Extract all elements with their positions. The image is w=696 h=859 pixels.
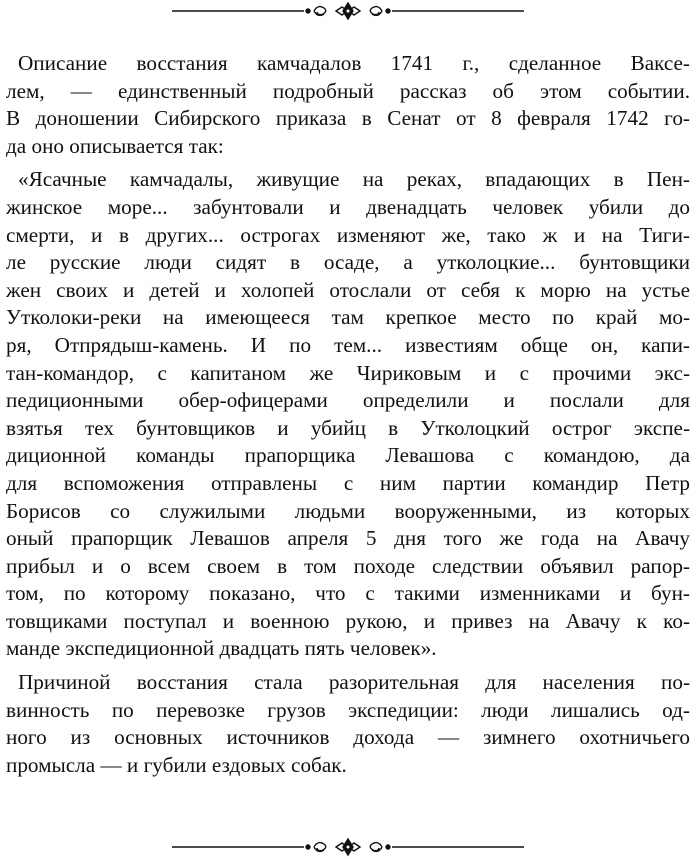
text-line: да оно описывается так: [6,133,224,158]
text-line: диционной команды прапорщика Левашова с командою, да [6,443,690,468]
text-line: манде экспедиционной двадцать пять человек». [6,636,437,661]
text-line: том, по которому показано, что с такими изменниками и бун- [6,581,690,606]
document-text [6,50,690,779]
text-line: лем, — единственный подробный рассказ об этом событии. [6,78,690,103]
text-line: ря, Отпрядыш-камень. И по тем... известиям обще он, капи- [6,332,690,357]
text-line: Утколоки-реки на имеющееся там крепкое место по край мо- [6,305,690,330]
floral-divider-icon [172,3,524,19]
floral-divider-icon [172,839,524,855]
text-line: В доношении Сибирского приказа в Сенат от 8 февраля 1742 го- [6,106,690,131]
text-line: смерти, и в других... острогах изменяют же, тако ж и на Тиги- [6,222,690,247]
text-line: педиционными обер-офицерами определили и послали для [6,388,690,413]
top-ornament-divider [0,0,696,24]
text-line: «Ясачные камчадалы, живущие на реках, впадающих в Пен- [18,167,690,192]
text-line: винность по перевозке грузов экспедиции: люди лишались од- [6,697,690,722]
text-line: прибыл и о всем своем в том походе следствии объявил рапор- [6,553,690,578]
text-line: Причиной восстания стала разорительная для населения по- [18,670,690,695]
text-line: жинское море... забунтовали и двенадцать человек убили до [6,194,690,219]
text-line: жен своих и детей и холопей отослали от себя к морю на устье [6,277,690,302]
paragraph-1 [6,50,690,160]
text-line: тан-командор, с капитаном же Чириковым и с прочими экс- [6,360,690,385]
bottom-ornament-divider [0,835,696,859]
text-line: ле русские люди сидят в осаде, а утколоцкие... бунтовщики [6,250,690,275]
text-line: промысла — и губили ездовых собак. [6,752,347,777]
text-line: для вспоможения отправлены с ним партии командир Петр [6,470,690,495]
text-line: товщиками поступал и военною рукою, и привез на Авачу к ко- [6,608,690,633]
paragraph-2-quote [6,166,690,663]
text-line: взятья тех бунтовщиков и убийц в Утколоцкий острог экспе- [6,415,690,440]
text-line: оный прапорщик Левашов апреля 5 дня того же года на Авачу [6,526,690,551]
paragraph-3 [6,669,690,779]
text-line: Описание восстания камчадалов 1741 г., сделанное Ваксе- [18,51,690,75]
text-line: ного из основных источников дохода — зимнего охотничьего [6,725,690,750]
text-line: Борисов со служилыми людьми вооруженными, из которых [6,498,690,523]
